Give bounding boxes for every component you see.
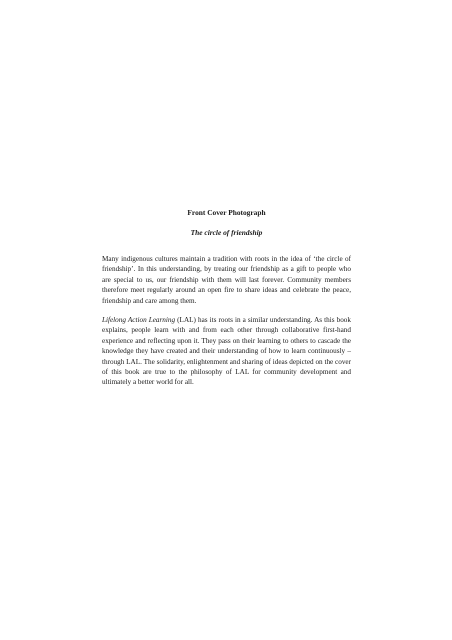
- content-block: [102, 208, 351, 388]
- section-heading: Front Cover Photograph: [187, 208, 266, 217]
- paragraph-lifelong-action-learning: [102, 315, 351, 388]
- section-subheading: The circle of friendship: [190, 228, 263, 237]
- paragraph-lal-text: (LAL) has its roots in a similar understanding. As this book explains, people learn with and from each other through collaborative first-hand experience and reflecting upon it. They pass on their learning to others to cascade the knowledge they have created and their understanding of how to learn continuously – through LAL. The solidarity, enlightenment and sharing of ideas depicted on the cover of this book are true to the philosophy of LAL for community development and ultimately a better world for all.: [102, 316, 351, 387]
- book-title-emphasis: Lifelong Action Learning: [102, 316, 176, 325]
- paragraph-circle-of-friendship: Many indigenous cultures maintain a tradition with roots in the idea of ‘the circle of friendship’. In this understanding, by treating our friendship as a gift to people who are special to us, our friendship with them will last forever. Community members therefore meet regularly around an open fire to share ideas and celebrate the peace, friendship and care among them.: [102, 255, 351, 305]
